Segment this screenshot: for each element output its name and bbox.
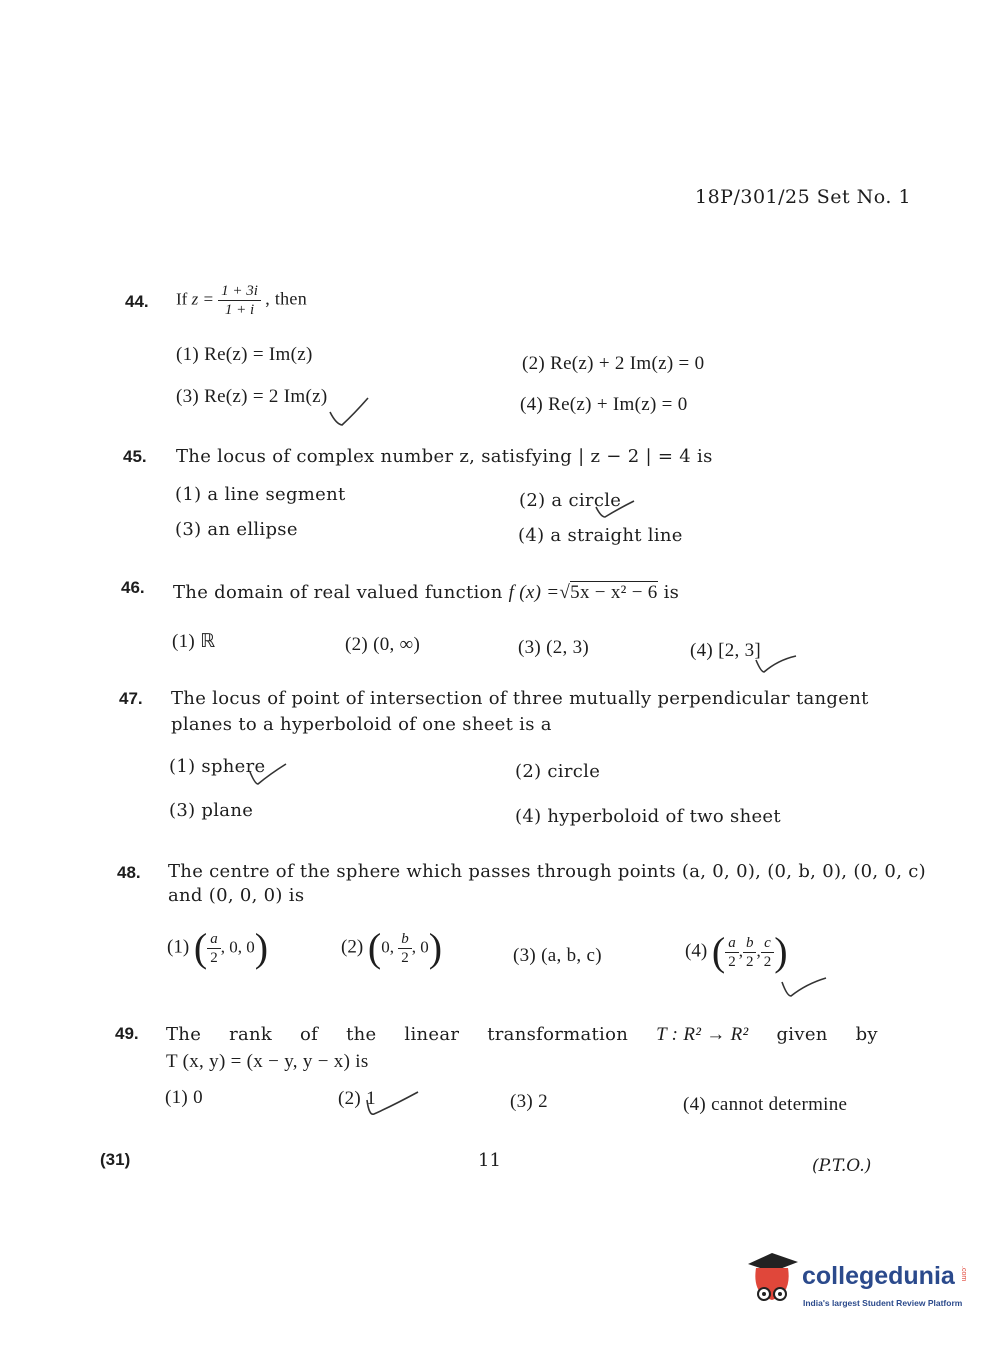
question-number: 44. [125, 292, 149, 311]
question-44-text [176, 282, 307, 319]
fraction-denominator: 1 + i [224, 302, 255, 318]
option-4: (4) hyperboloid of two sheet [515, 806, 781, 827]
check-mark-icon [248, 760, 290, 788]
option-1: (1) Re(z) = Im(z) [176, 344, 313, 365]
fraction: $\frac{a}{2}$ [725, 934, 739, 971]
question-number: 49. [115, 1024, 139, 1043]
logo-wordmark: collegedunia [802, 1262, 955, 1290]
question-46-text [173, 582, 679, 604]
fraction: $\frac{c}{2}$ [761, 934, 775, 971]
check-mark-icon [364, 1090, 422, 1120]
option-4: (4) ( $\frac{a}{2}$ , $\frac{b}{2}$ , $\frac{c}{2}$ ) [685, 929, 788, 974]
question-49-line-1: The rank of the linear transformation T : R² → R² given by [166, 1024, 878, 1045]
question-47-line-2: planes to a hyperboloid of one sheet is a [171, 714, 552, 735]
collegedunia-logo [742, 1250, 972, 1314]
right-paren: ) [428, 925, 443, 970]
option-1: (1) ℝ [172, 631, 216, 652]
option-2: (2) circle [515, 761, 601, 782]
option-3: (3) plane [169, 800, 254, 821]
left-paren: ( [367, 925, 382, 970]
radicand: 5x − x² − 6 [570, 582, 658, 603]
option-2: (2) a circle [519, 490, 622, 511]
question-45-text: The locus of complex number z, satisfying | z − 2 | = 4 is [176, 446, 713, 467]
question-48-line-1: The centre of the sphere which passes through points (a, 0, 0), (0, b, 0), (0, 0, c) [168, 861, 926, 882]
option-2: (2) (0, $\frac{b}{2}$ , 0) [341, 925, 443, 970]
option-1: (1) 0 [165, 1087, 203, 1108]
option-1: (1) a line segment [175, 484, 346, 505]
option-2: (2) (0, ∞) [345, 634, 421, 655]
left-paren: ( [711, 929, 726, 974]
question-number: 48. [117, 863, 141, 882]
function-name: f (x) = [508, 582, 560, 603]
fraction: $\frac{a}{2}$ [207, 930, 221, 967]
fraction: $\frac{b}{2}$ [398, 930, 412, 967]
check-mark-icon [594, 497, 638, 521]
pto-label: (P.T.O.) [812, 1156, 872, 1176]
option-2: (2) 1 [338, 1088, 376, 1109]
option-3: (3) Re(z) = 2 Im(z) [176, 386, 328, 407]
option-1: (1) sphere [169, 756, 266, 777]
question-number: 47. [119, 689, 143, 708]
option-3: (3) 2 [510, 1091, 548, 1112]
question-text-after: is [663, 582, 680, 603]
option-1: (1) ( $\frac{a}{2}$ , 0, 0) [167, 925, 269, 970]
logo-tagline: India's largest Student Review Platform [803, 1298, 963, 1308]
left-paren: ( [193, 925, 208, 970]
paper-code: 18P/301/25 Set No. 1 [695, 186, 912, 208]
page-number: 11 [478, 1150, 501, 1171]
footer-page-code: (31) [100, 1150, 131, 1169]
option-2: (2) Re(z) + 2 Im(z) = 0 [522, 353, 705, 374]
question-48-line-2: and (0, 0, 0) is [168, 885, 305, 906]
check-mark-icon [328, 394, 372, 428]
logo-tld: .com [960, 1266, 967, 1282]
mascot-icon [742, 1250, 802, 1310]
check-mark-icon [754, 648, 800, 676]
z-equals: z = [191, 289, 214, 309]
fraction [218, 282, 261, 319]
option-3: (3) an ellipse [175, 519, 298, 540]
option-4: (4) Re(z) + Im(z) = 0 [520, 394, 688, 415]
option-4: (4) a straight line [518, 525, 683, 546]
question-49-line-2: T (x, y) = (x − y, y − x) is [166, 1051, 369, 1072]
check-mark-icon [780, 970, 830, 1000]
question-prefix: If [176, 289, 188, 309]
question-text-before: The domain of real valued function [173, 582, 503, 603]
right-paren: ) [774, 929, 788, 974]
sqrt-sign: √ [559, 582, 571, 603]
question-suffix: , then [265, 288, 308, 309]
fraction-numerator: 1 + 3i [218, 282, 261, 301]
option-4: (4) cannot determine [683, 1094, 848, 1115]
question-47-line-1: The locus of point of intersection of three mutually perpendicular tangent [171, 688, 869, 709]
option-3: (3) (a, b, c) [513, 945, 602, 966]
question-number: 45. [123, 447, 147, 466]
option-3: (3) (2, 3) [518, 637, 590, 658]
option-4: (4) [2, 3] [690, 640, 762, 661]
right-paren: ) [254, 925, 269, 970]
fraction: $\frac{b}{2}$ [743, 934, 757, 971]
question-number: 46. [121, 578, 145, 597]
